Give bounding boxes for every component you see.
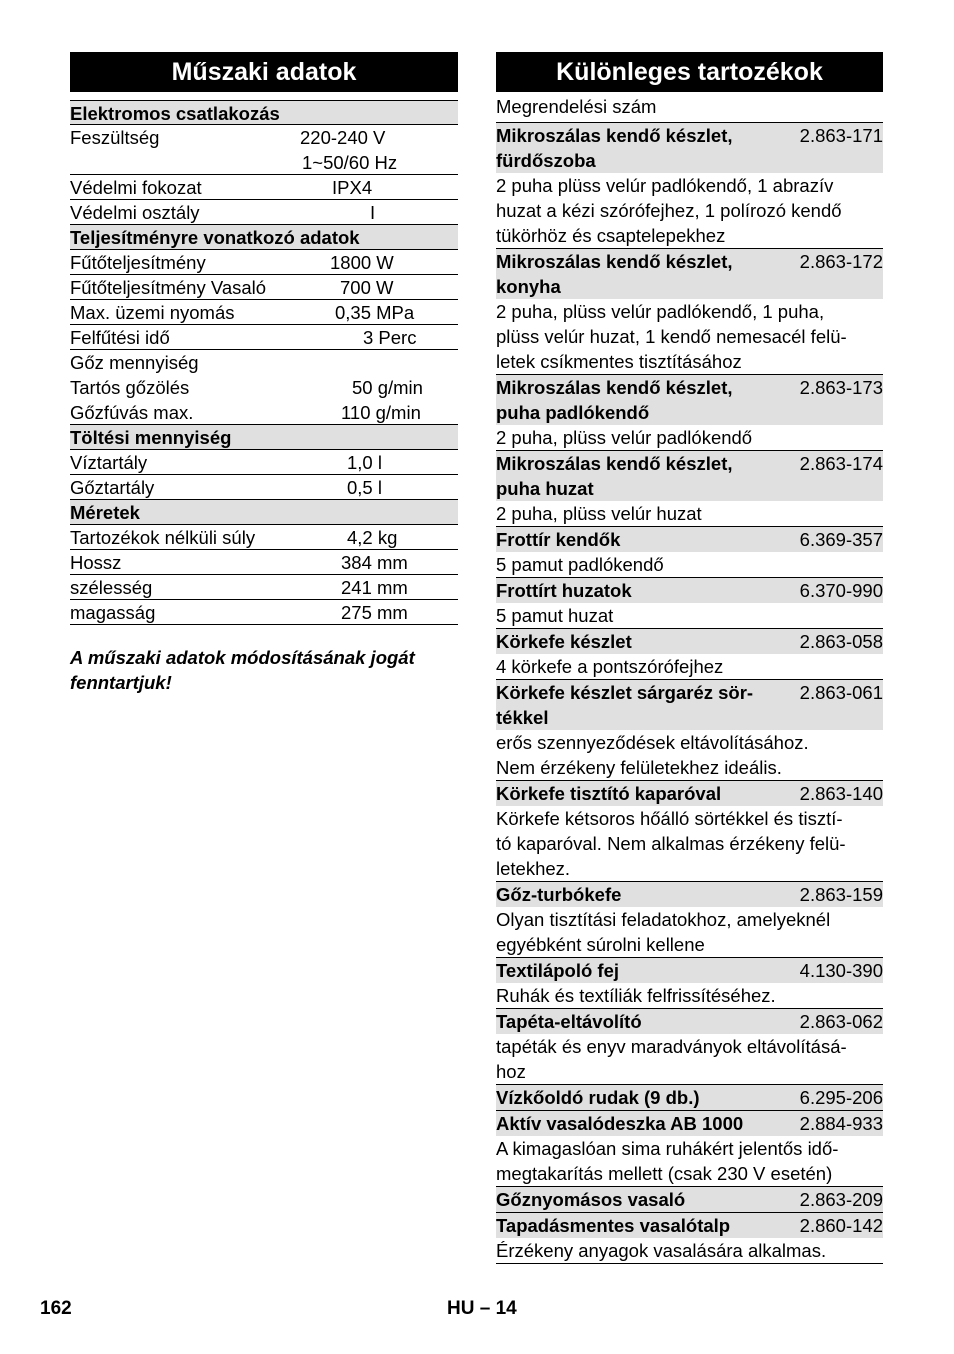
description-line: 4 körkefe a pontszórófejhez	[496, 656, 724, 677]
accessory-name-line: Textilápoló fej	[496, 960, 620, 981]
accessory-description	[496, 173, 883, 248]
spec-row	[70, 575, 458, 600]
description-line: 5 pamut huzat	[496, 605, 614, 626]
accessory-name-line: Frottír kendők	[496, 529, 621, 550]
description-line: megtakarítás mellett (csak 230 V esetén)	[496, 1163, 833, 1184]
spec-label: Tartós gőzölés	[70, 377, 190, 398]
accessory-name-line: Tapadásmentes vasalótalp	[496, 1215, 731, 1236]
spec-value: 1,0 l	[347, 452, 382, 473]
spec-value: 3 Perc	[363, 327, 417, 348]
accessory-name-line: Frottírt huzatok	[496, 580, 632, 601]
section-header-row	[70, 500, 458, 525]
order-number: 2.863-171	[799, 125, 883, 146]
section-header-row	[70, 425, 458, 450]
accessory-name-line: Mikroszálas kendő készlet,	[496, 125, 733, 146]
spec-label: Gőz mennyiség	[70, 352, 199, 373]
accessory-title-row	[496, 122, 883, 173]
section-header: Elektromos csatlakozás	[70, 103, 280, 124]
accessory-title-row	[496, 881, 883, 907]
description-line: 5 pamut padlókendő	[496, 554, 664, 575]
accessory-description	[496, 1238, 883, 1264]
description-line: erős szennyeződések eltávolításához.	[496, 732, 809, 753]
accessory-name-line: Körkefe készlet	[496, 631, 632, 652]
note-line: fenntartjuk!	[70, 672, 172, 693]
technical-data-heading: Műszaki adatok	[70, 52, 458, 92]
technical-data-table	[70, 100, 458, 625]
order-number: 2.863-058	[799, 631, 883, 652]
spec-label: Fűtőteljesítmény	[70, 252, 206, 273]
accessory-name-line: fürdőszoba	[496, 150, 596, 171]
description-line: Érzékeny anyagok vasalására alkalmas.	[496, 1240, 827, 1261]
accessory-description	[496, 425, 883, 450]
accessory-description	[496, 603, 883, 628]
spec-value: 0,5 l	[347, 477, 382, 498]
spec-row	[70, 250, 458, 275]
spec-row	[70, 200, 458, 225]
accessories-list	[496, 122, 883, 1264]
spec-row	[70, 325, 458, 350]
accessory-title-row	[496, 577, 883, 603]
accessory-description	[496, 501, 883, 526]
spec-value: 241 mm	[341, 577, 408, 598]
accessories-column	[496, 52, 883, 1264]
description-line: tükörhöz és csaptelepekhez	[496, 225, 726, 246]
spec-row	[70, 400, 458, 425]
accessory-name-line: tékkel	[496, 707, 549, 728]
description-line: Nem érzékeny felületekhez ideális.	[496, 757, 782, 778]
spec-row	[70, 375, 458, 400]
accessory-title-row	[496, 780, 883, 806]
accessory-title-row	[496, 1186, 883, 1212]
order-number: 2.863-061	[799, 682, 883, 703]
spec-row	[70, 600, 458, 625]
accessory-name-line: Mikroszálas kendő készlet,	[496, 377, 733, 398]
section-header: Teljesítményre vonatkozó adatok	[70, 227, 360, 248]
accessory-title-row	[496, 248, 883, 299]
section-header: Töltési mennyiség	[70, 427, 232, 448]
order-number: 6.295-206	[799, 1087, 883, 1108]
spec-value: 275 mm	[341, 602, 408, 623]
section-header-row	[70, 225, 458, 250]
accessory-title-row	[496, 957, 883, 983]
accessory-name-line: puha huzat	[496, 478, 594, 499]
spec-row	[70, 525, 458, 550]
technical-data-note	[70, 645, 458, 695]
accessory-title-row	[496, 1110, 883, 1136]
accessory-name-line: Tapéta-eltávolító	[496, 1011, 642, 1032]
accessory-name-line: Mikroszálas kendő készlet,	[496, 251, 733, 272]
accessory-description	[496, 730, 883, 780]
description-line: hoz	[496, 1061, 526, 1082]
accessories-heading: Különleges tartozékok	[496, 52, 883, 92]
spec-value: I	[370, 202, 376, 223]
spec-value: 50 g/min	[352, 377, 423, 398]
accessory-name-line: Gőznyomásos vasaló	[496, 1189, 686, 1210]
spec-label: Fűtőteljesítmény Vasaló	[70, 277, 267, 298]
spec-label: Víztartály	[70, 452, 148, 473]
order-number: 4.130-390	[799, 960, 883, 981]
description-line: A kimagaslóan sima ruhákért jelentős idő-	[496, 1138, 839, 1159]
order-number-caption: Megrendelési szám	[496, 96, 657, 117]
accessory-title-row	[496, 374, 883, 425]
spec-label: Max. üzemi nyomás	[70, 302, 235, 323]
description-line: 2 puha plüss velúr padlókendő, 1 abrazív	[496, 175, 834, 196]
technical-data-column	[70, 52, 458, 695]
description-line: 2 puha, plüss velúr huzat	[496, 503, 702, 524]
description-line: Olyan tisztítási feladatokhoz, amelyeknél	[496, 909, 831, 930]
spec-row	[70, 350, 458, 375]
description-line: letek csíkmentes tisztításához	[496, 351, 742, 372]
spec-label: Tartozékok nélküli súly	[70, 527, 256, 548]
accessory-title-row	[496, 1212, 883, 1238]
accessory-title-row	[496, 1008, 883, 1034]
description-line: huzat a kézi szórófejhez, 1 polírozó kendő	[496, 200, 842, 221]
accessory-title-row	[496, 679, 883, 730]
accessory-name-line: Vízkőoldó rudak (9 db.)	[496, 1087, 700, 1108]
spec-row	[70, 175, 458, 200]
accessory-description	[496, 907, 883, 957]
accessory-title-row	[496, 1084, 883, 1110]
section-header-row	[70, 100, 458, 125]
accessory-description	[496, 654, 883, 679]
accessory-name-line: Mikroszálas kendő készlet,	[496, 453, 733, 474]
spec-row	[70, 125, 458, 175]
accessory-description	[496, 806, 883, 881]
page-number: 162	[40, 1298, 72, 1319]
description-line: egyébként súrolni kellene	[496, 934, 705, 955]
spec-label: Hossz	[70, 552, 122, 573]
spec-label: Védelmi osztály	[70, 202, 200, 223]
spec-value: 1800 W	[330, 252, 394, 273]
order-number: 6.369-357	[799, 529, 883, 550]
spec-row	[70, 550, 458, 575]
accessory-name-line: Körkefe tisztító kaparóval	[496, 783, 722, 804]
order-number: 2.863-209	[799, 1189, 883, 1210]
spec-value: 384 mm	[341, 552, 408, 573]
spec-value: 1~50/60 Hz	[302, 152, 398, 173]
order-number: 2.884-933	[799, 1113, 883, 1134]
spec-value: 4,2 kg	[347, 527, 398, 548]
description-line: tó kaparóval. Nem alkalmas érzékeny felü-	[496, 833, 846, 854]
description-line: Ruhák és textíliák felfrissítéséhez.	[496, 985, 776, 1006]
accessory-description	[496, 1136, 883, 1186]
description-line: Körkefe kétsoros hőálló sörtékkel és tisztí-	[496, 808, 843, 829]
accessory-description	[496, 299, 883, 374]
accessory-name-line: konyha	[496, 276, 561, 297]
description-line: tapéták és enyv maradványok eltávolításá-	[496, 1036, 847, 1057]
spec-value: 700 W	[340, 277, 394, 298]
order-number: 2.863-173	[799, 377, 883, 398]
spec-value: IPX4	[332, 177, 373, 198]
description-line: plüss velúr huzat, 1 kendő nemesacél felü-	[496, 326, 847, 347]
spec-row	[70, 450, 458, 475]
spec-label: Védelmi fokozat	[70, 177, 202, 198]
spec-label: Feszültség	[70, 127, 160, 148]
accessory-title-row	[496, 628, 883, 654]
accessory-name-line: puha padlókendő	[496, 402, 650, 423]
order-number: 2.863-172	[799, 251, 883, 272]
order-number: 6.370-990	[799, 580, 883, 601]
accessory-description	[496, 1034, 883, 1084]
description-line: 2 puha, plüss velúr padlókendő	[496, 427, 753, 448]
order-number: 2.860-142	[799, 1215, 883, 1236]
accessory-title-row	[496, 450, 883, 501]
spec-label: Gőztartály	[70, 477, 155, 498]
spec-label: szélesség	[70, 577, 153, 598]
order-number: 2.863-062	[799, 1011, 883, 1032]
accessory-name-line: Gőz-turbókefe	[496, 884, 622, 905]
section-header: Méretek	[70, 502, 140, 523]
section-page-label: HU – 14	[447, 1298, 517, 1319]
spec-value: 0,35 MPa	[335, 302, 415, 323]
spec-label: Gőzfúvás max.	[70, 402, 194, 423]
spec-label: magasság	[70, 602, 156, 623]
accessory-title-row	[496, 526, 883, 552]
order-number: 2.863-159	[799, 884, 883, 905]
note-line: A műszaki adatok módosításának jogát	[70, 647, 415, 668]
accessory-description	[496, 983, 883, 1008]
accessory-name-line: Körkefe készlet sárgaréz sör-	[496, 682, 754, 703]
spec-row	[70, 275, 458, 300]
spec-row	[70, 300, 458, 325]
spec-value: 220-240 V	[300, 127, 386, 148]
spec-value: 110 g/min	[341, 402, 421, 423]
spec-row	[70, 475, 458, 500]
accessory-description	[496, 552, 883, 577]
accessory-name-line: Aktív vasalódeszka AB 1000	[496, 1113, 744, 1134]
description-line: 2 puha, plüss velúr padlókendő, 1 puha,	[496, 301, 825, 322]
description-line: letekhez.	[496, 858, 571, 879]
spec-label: Felfűtési idő	[70, 327, 170, 348]
order-number: 2.863-174	[799, 453, 883, 474]
order-number: 2.863-140	[799, 783, 883, 804]
